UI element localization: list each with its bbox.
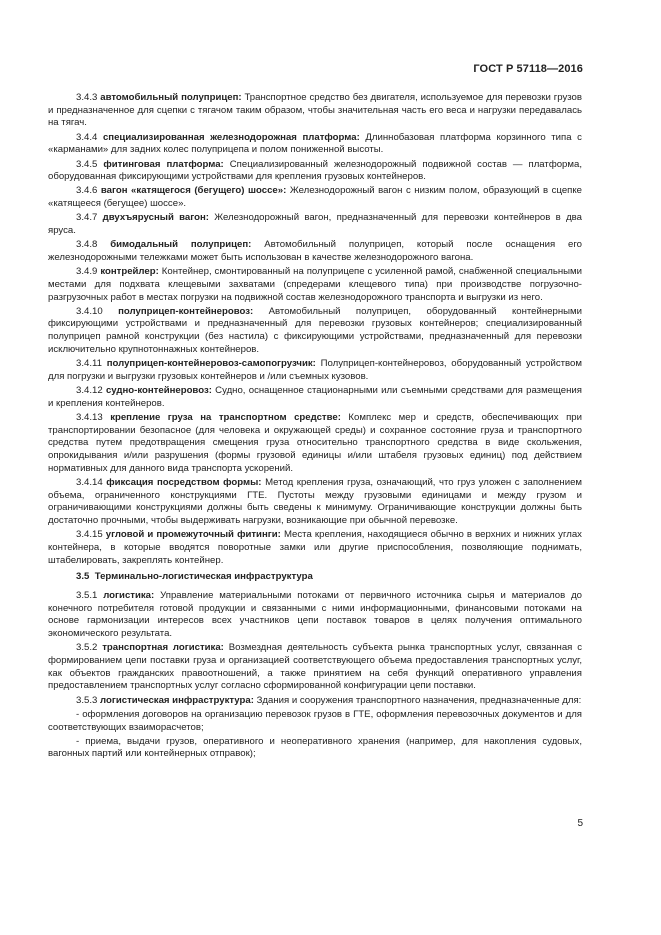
term-definition: Комплекс мер и средств, обеспечивающих при транспортировании безопасное (для человека и окружающей среды) и сохранное состояние груза и транспортного средства путем предотвращения смещения груза относительно транспортного средства в виде скольжения, опрокидывания и/или разрушения (формы грузовой единицы и/или штабеля грузовых единиц) под действием нормативных для данного вида транспорта ускорений.	[48, 411, 582, 474]
term-number: 3.4.3	[76, 92, 98, 103]
term-definition: Железнодорожный вагон, предназначенный для перевозки контейнеров в два яруса.	[48, 212, 582, 237]
term-name: двухъярусный вагон:	[102, 212, 209, 224]
term-entry	[48, 385, 582, 410]
term-name: специализированная железнодорожная платформа:	[102, 131, 360, 143]
term-number: 3.4.4	[76, 131, 98, 143]
term-entry	[48, 590, 582, 641]
page-number: 5	[577, 818, 583, 829]
term-definition: Длиннобазовая платформа корзинного типа с «карманами» для задних колес полуприцепа и полом пониженной высоты.	[48, 131, 582, 156]
terms-list-3-4	[48, 92, 582, 567]
term-name: логистика:	[103, 590, 155, 602]
term-definition: Железнодорожный вагон с низким полом, образующий в сцепке «катящееся (бегущее) шоссе».	[48, 185, 583, 210]
term-entry	[48, 92, 582, 130]
term-definition: Места крепления, находящиеся обычно в верхних и нижних углах контейнера, в которые вводятся поворотные замки или другие приспособления, позволяющие поднимать, штабелировать, закреплять контейнер.	[48, 529, 582, 566]
term-name: логистическая инфраструктура:	[100, 694, 254, 706]
term-entry	[48, 412, 582, 476]
term-entry	[48, 695, 582, 708]
term-entry	[48, 477, 582, 528]
term-definition: Специализированный железнодорожный подвижной состав — платформа, оборудованная фиксирующими устройствами для крепления грузовых контейнеров.	[48, 158, 582, 183]
bullet-item: - приема, выдачи грузов, оперативного и неоперативного хранения (например, для накопления судовых, вагонных партий или контейнерных отправок);	[48, 735, 582, 760]
term-entry	[48, 642, 582, 693]
term-entry	[48, 132, 582, 157]
term-entry	[48, 358, 582, 383]
term-name: контрейлер:	[100, 266, 159, 278]
term-name: транспортная логистика:	[102, 642, 224, 654]
document-code: ГОСТ Р 57118—2016	[473, 63, 583, 75]
term-number: 3.4.14	[76, 476, 103, 488]
bullet-item: - оформления договоров на организацию перевозок грузов в ГТЕ, оформления перевозочных документов и для соответствующих взаиморасчетов;	[48, 708, 582, 733]
term-definition: Транспортное средство без двигателя, используемое для перевозки грузов и предназначенное для сцепки с тягачом таким образом, чтобы значительная часть его веса и нагрузки передавалась на тягач.	[48, 92, 582, 129]
term-entry	[48, 239, 582, 264]
term-number: 3.4.5	[76, 158, 98, 170]
term-number: 3.5.3	[76, 694, 98, 706]
term-entry	[48, 306, 582, 357]
term-definition: Полуприцеп-контейнеровоз, оборудованный устройством для погрузки и выгрузки грузовых контейнеров и /или съемных кузовов.	[48, 358, 582, 382]
term-name: судно-контейнеровоз:	[105, 384, 212, 396]
term-name: фиксация посредством формы:	[106, 476, 262, 488]
term-number: 3.4.10	[76, 305, 103, 317]
section-number: 3.5	[76, 571, 90, 583]
term-number: 3.4.15	[76, 529, 103, 541]
term-name: вагон «катящегося (бегущего) шоссе»:	[100, 185, 287, 197]
term-number: 3.4.12	[76, 384, 103, 396]
term-name: крепление груза на транспортном средстве:	[110, 411, 341, 423]
term-name: полуприцеп-контейнеровоз-самопогрузчик:	[106, 358, 316, 370]
term-name: угловой и промежуточный фитинги:	[105, 529, 281, 541]
section-heading	[48, 571, 582, 584]
term-name: полуприцеп-контейнеровоз:	[118, 305, 254, 317]
term-number: 3.4.11	[76, 358, 102, 370]
section-title: Терминально-логистическая инфраструктура	[94, 571, 313, 583]
document-body	[48, 92, 582, 763]
term-definition: Судно, оснащенное стационарными или съемными средствами для размещения и крепления контейнеров.	[48, 384, 582, 409]
term-entry	[48, 159, 582, 184]
term-name: бимодальный полуприцеп:	[110, 239, 252, 251]
term-entry	[48, 529, 582, 567]
term-definition: Контейнер, смонтированный на полуприцепе с усиленной рамой, снабженной специальными местами для подхвата клещевыми захватами (спредерами клещевого типа) при производстве погрузочно-разгрузочных работ в местах погрузки на подвижной состав железнодорожного транспорта и выгрузки из него.	[48, 266, 582, 303]
term-definition: Управление материальными потоками от первичного источника сырья и материалов до конечного потребителя готовой продукции и связанными с ними информационными, финансовыми потоками на основе гармонизации интересов всех участников цепи поставок товаров в целях получения оптимального экономического результата.	[48, 590, 583, 640]
terms-list-3-5	[48, 590, 582, 707]
term-entry	[48, 266, 582, 304]
term-definition: Автомобильный полуприцеп, который после оснащения его железнодорожными тележками может быть использован в качестве железнодорожного вагона.	[48, 239, 582, 263]
term-definition: Метод крепления груза, означающий, что груз уложен с заполнением объема, ограниченного конструкциями ГТЕ. Пустоты между грузовыми единицами и между грузом и ограничивающими конструкциями должны быть сведены к минимуму. Ограничивающие конструкции должны быть достаточно прочными, чтобы выдерживать нагрузки, возникающие при обычной перевозке.	[48, 476, 583, 526]
term-number: 3.5.2	[76, 642, 98, 654]
term-number: 3.5.1	[76, 590, 98, 602]
term-number: 3.4.7	[76, 212, 98, 224]
bullet-list	[48, 709, 582, 761]
term-definition: Автомобильный полуприцеп, оборудованный контейнерными фиксирующими устройствами и предназначенный для перевозки грузовых контейнеров; специализированный полуприцеп рамной конструкции (без настила) с фиксирующими устройствами, предназначенный для перевозки исключительно крупнотоннажных контейнеров.	[48, 305, 582, 355]
term-definition: Возмездная деятельность субъекта рынка транспортных услуг, связанная с формированием цепи поставки груза и организацией соответствующего объема предоставления транспортных услуг, как объектов гражданских правоотношений, а также принятием на себя функций оперативного управления предоставлением транспортных услуг согласно сформированной конфигурации цепи поставки.	[48, 642, 583, 692]
term-entry	[48, 212, 582, 237]
term-number: 3.4.6	[76, 185, 98, 197]
term-number: 3.4.13	[76, 411, 103, 423]
term-name: автомобильный полуприцеп:	[100, 92, 242, 103]
term-name: фитинговая платформа:	[103, 158, 224, 170]
term-number: 3.4.8	[76, 239, 98, 251]
term-definition: Здания и сооружения транспортного назначения, предназначенные для:	[256, 694, 582, 706]
term-entry	[48, 185, 582, 210]
term-number: 3.4.9	[76, 266, 98, 278]
